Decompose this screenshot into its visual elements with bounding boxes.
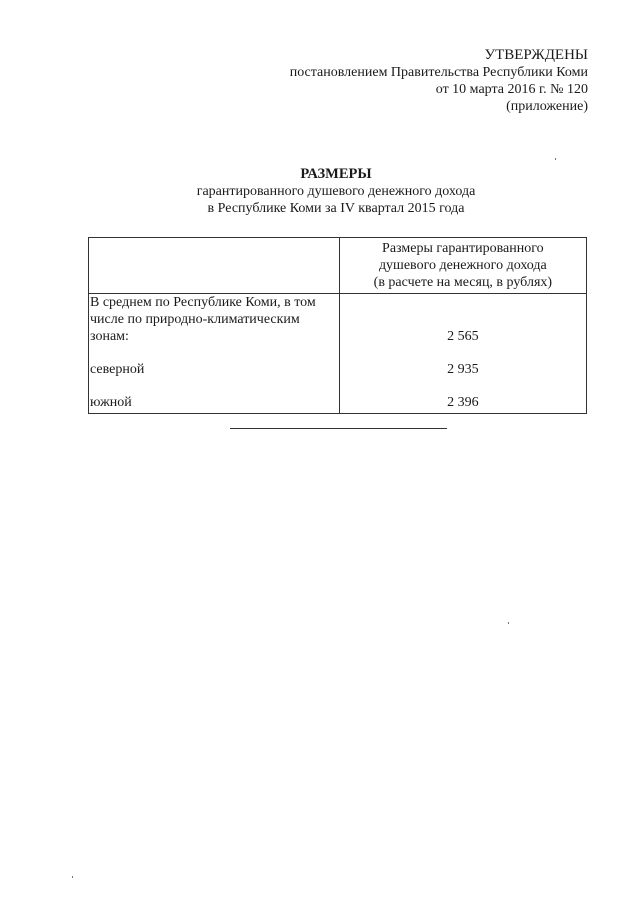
row-spacer	[90, 378, 339, 394]
row-labels-cell	[89, 294, 340, 414]
scan-speck	[72, 876, 73, 878]
document-subtitle-2: в Республике Коми за IV квартал 2015 года	[207, 201, 465, 216]
row-values-cell	[339, 294, 586, 414]
closing-rule	[230, 428, 447, 429]
row-label-north: северной	[90, 362, 145, 377]
document-heading	[0, 166, 640, 217]
table-body-row	[89, 294, 587, 414]
row-label-line: В среднем по Республике Коми, в том	[90, 295, 316, 310]
row-spacer	[340, 378, 586, 394]
row-label-line: зонам:	[90, 329, 129, 344]
header-value-line: душевого денежного дохода	[378, 258, 547, 273]
header-value-line: (в расчете на месяц, в рублях)	[373, 275, 553, 290]
row-spacer	[340, 411, 586, 413]
header-cell-label	[89, 238, 340, 294]
approval-decree-line: постановлением Правительства Республики Коми	[289, 65, 588, 80]
row-value-spacer	[340, 311, 586, 328]
approval-title: УТВЕРЖДЕНЫ	[484, 47, 588, 63]
row-label-line: числе по природно-климатическим	[90, 312, 300, 327]
row-value-average: 2 565	[447, 329, 479, 344]
row-value-north: 2 935	[447, 362, 479, 377]
approval-date-line: от 10 марта 2016 г. № 120	[435, 82, 588, 97]
row-spacer	[340, 345, 586, 361]
row-value-south: 2 396	[447, 395, 479, 410]
scan-speck	[508, 622, 509, 624]
row-value-spacer	[340, 294, 586, 311]
row-spacer	[90, 411, 339, 413]
header-value-line: Размеры гарантированного	[382, 241, 544, 256]
approval-block	[290, 47, 588, 115]
table-header-row	[89, 238, 587, 294]
header-cell-value	[339, 238, 586, 294]
row-spacer	[90, 345, 339, 361]
scan-speck	[555, 158, 556, 160]
income-table	[88, 237, 587, 414]
document-subtitle-1: гарантированного душевого денежного дохода	[196, 184, 476, 199]
approval-appendix-line: (приложение)	[506, 99, 588, 114]
row-label-south: южной	[90, 395, 132, 410]
document-title: РАЗМЕРЫ	[300, 166, 372, 182]
